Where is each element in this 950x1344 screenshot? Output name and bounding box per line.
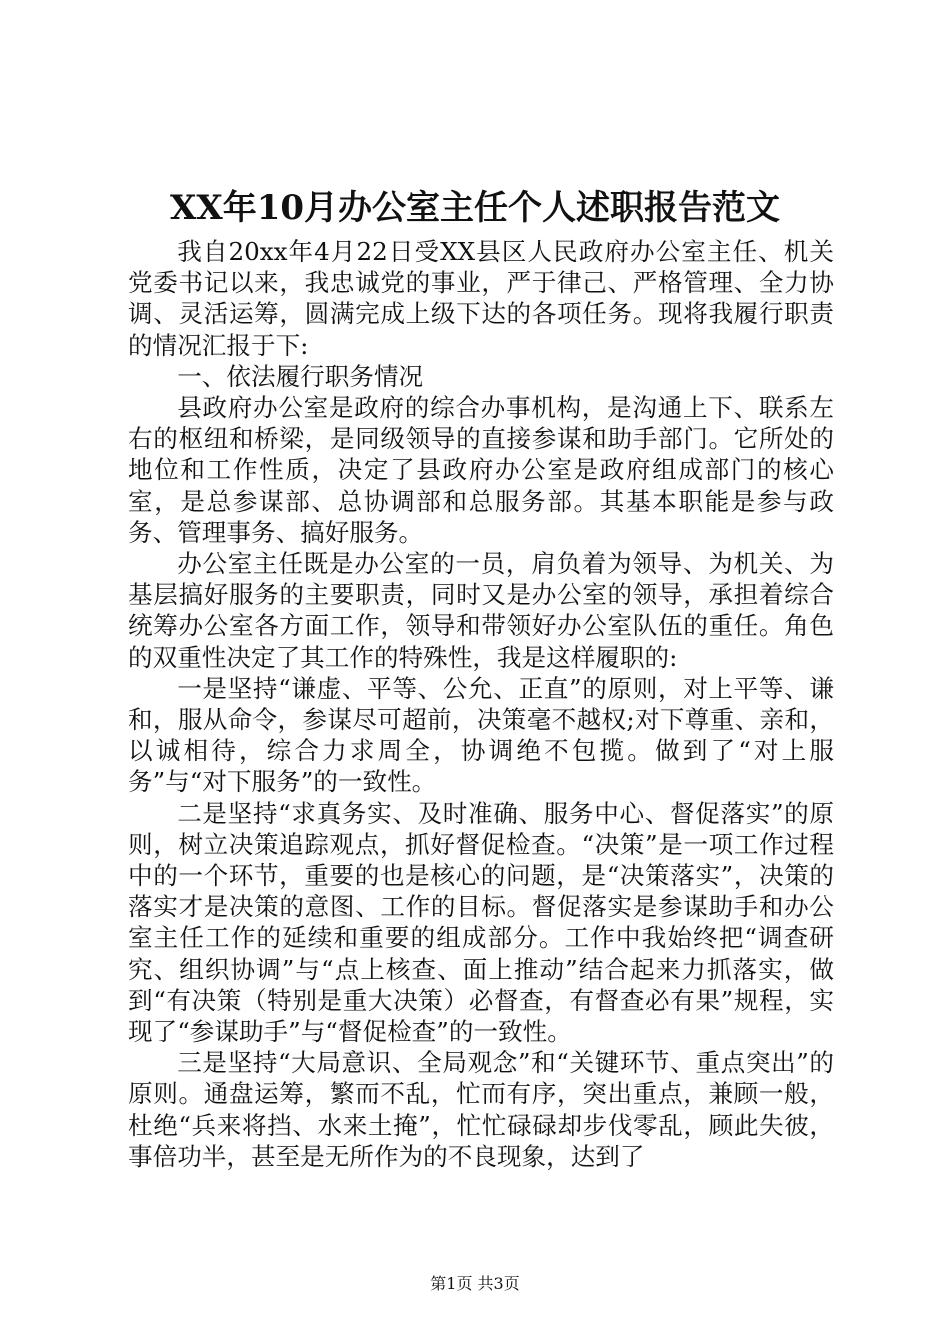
document-title: XX年10月办公室主任个人述职报告范文 — [169, 188, 781, 228]
section-heading: 一、依法履行职务情况 — [177, 361, 424, 391]
paragraph-intro: 我自20xx年4月22日受XX县区人民政府办公室主任、机关党委书记以来，我忠诚党的事业，严于律己、严格管理、全力协调、灵活运筹，圆满完成上级下达的各项任务。现将我履行职责的情况汇报于下: — [128, 237, 834, 360]
paragraph: 办公室主任既是办公室的一员，肩负着为领导、为机关、为基层搞好服务的主要职责，同时又是办公室的领导，承担着综合统筹办公室各方面工作，领导和带领好办公室队伍的重任。角色的双重性决定了其工作的特殊性，我是这样履职的: — [128, 549, 834, 672]
paragraph: 县政府办公室是政府的综合办事机构，是沟通上下、联系左右的枢纽和桥梁，是同级领导的直接参谋和助手部门。它所处的地位和工作性质，决定了县政府办公室是政府组成部门的核心室，是总参谋部、总协调部和总服务部。其基本职能是参与政务、管理事务、搞好服务。 — [128, 393, 834, 547]
document-body — [128, 236, 834, 1172]
paragraph: 一是坚持“谦虚、平等、公允、正直”的原则，对上平等、谦和，服从命令，参谋尽可超前，决策毫不越权;对下尊重、亲和，以诚相待，综合力求周全，协调绝不包揽。做到了“对上服务”与“对下服务”的一致性。 — [128, 673, 834, 797]
page-footer: 第1页 共3页 — [430, 1274, 520, 1293]
paragraph: 三是坚持“大局意识、全局观念”和“关键环节、重点突出”的原则。通盘运筹，繁而不乱，忙而有序，突出重点，兼顾一般，杜绝“兵来将挡、水来土掩”，忙忙碌碌却步伐零乱，顾此失彼，事倍功半，甚至是无所作为的不良现象，达到了 — [128, 1048, 834, 1171]
paragraph: 二是坚持“求真务实、及时准确、服务中心、督促落实”的原则，树立决策追踪观点，抓好督促检查。“决策”是一项工作过程中的一个环节，重要的也是核心的问题，是“决策落实”，决策的落实才是决策的意图、工作的目标。督促落实是参谋助手和办公室主任工作的延续和重要的组成部分。工作中我始终把“调查研究、组织协调”与“点上核查、面上推动”结合起来力抓落实，做到“有决策（特别是重大决策）必督查，有督查必有果”规程，实现了“参谋助手”与“督促检查”的一致性。 — [128, 798, 834, 1047]
